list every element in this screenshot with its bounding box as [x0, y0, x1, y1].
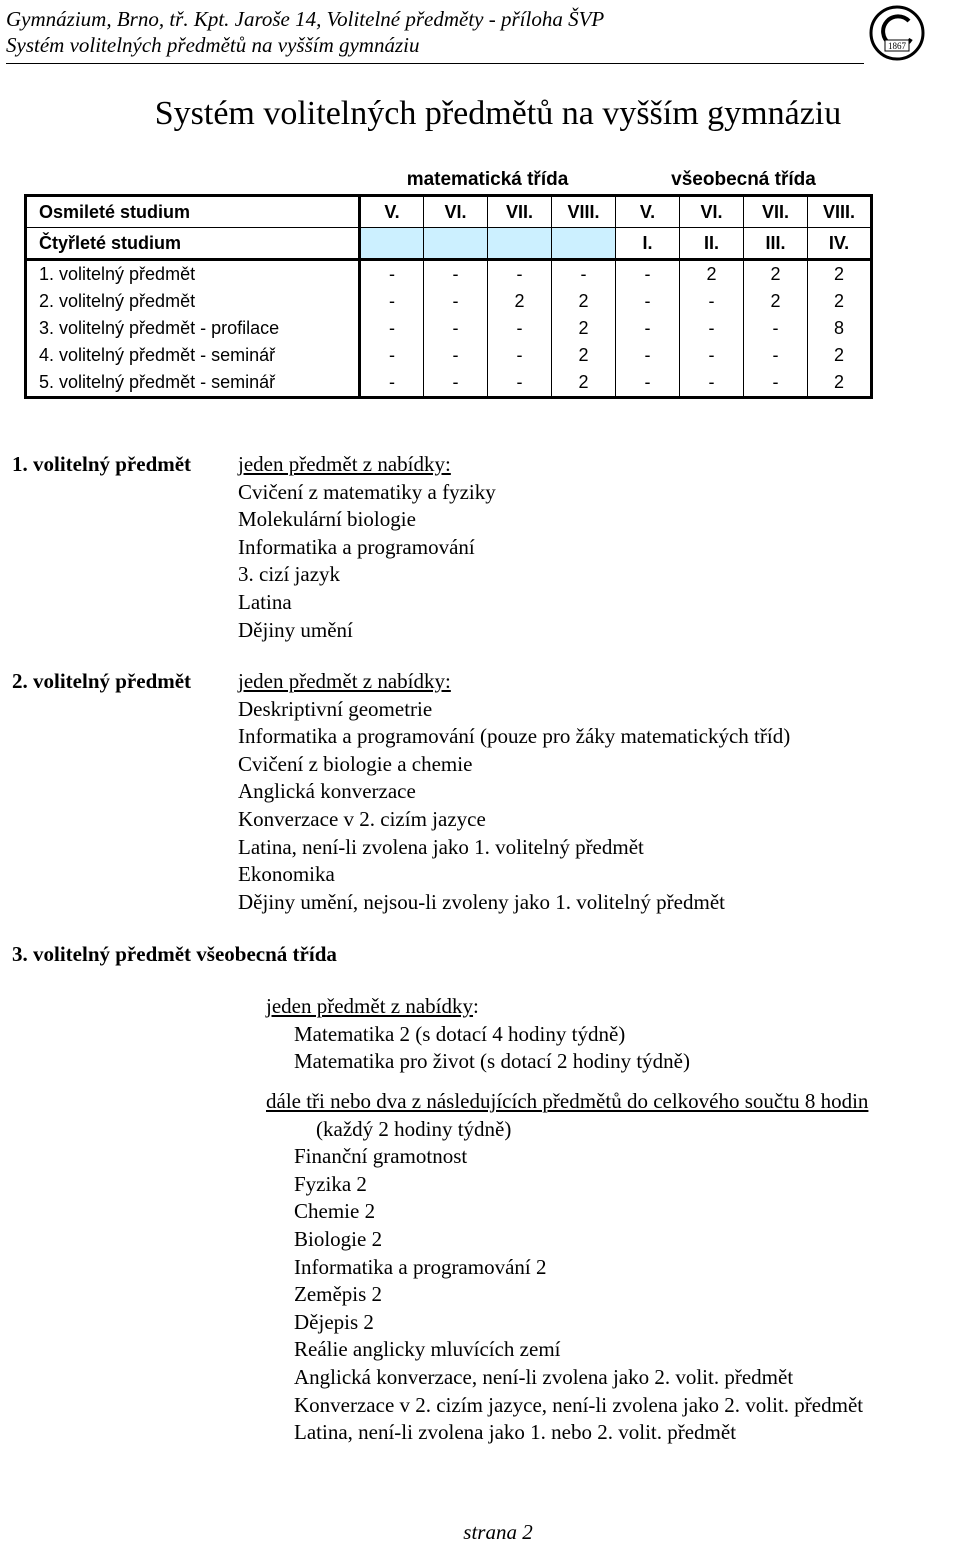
hours-cell: - [744, 315, 808, 342]
hours-cell: - [680, 369, 744, 398]
group-math-header: matematická třída [406, 169, 569, 190]
hours-cell: - [424, 342, 488, 369]
section-items-a [266, 1021, 690, 1076]
section-label: 1. volitelný předmět [12, 452, 192, 476]
row-label: 5. volitelný předmět - seminář [26, 369, 360, 398]
row-label: 2. volitelný předmět [26, 288, 360, 315]
header-line-2: Systém volitelných předmětů na vyšším gymnáziu [6, 33, 420, 57]
section-items [238, 451, 496, 644]
hours-cell: 2 [488, 288, 552, 315]
hours-cell: - [616, 342, 680, 369]
list-item: Dějepis 2 [294, 1309, 374, 1334]
grade-cell: III. [744, 228, 808, 260]
list-item: Zeměpis 2 [294, 1282, 383, 1307]
table-row [26, 369, 872, 398]
section-3-list-b [266, 1088, 868, 1447]
row-label: 4. volitelný předmět - seminář [26, 342, 360, 369]
logo-year: 1867 [888, 41, 906, 51]
row-label: Čtyřleté studium [26, 228, 360, 260]
hours-cell: 2 [552, 342, 616, 369]
list-item: Biologie 2 [294, 1226, 383, 1251]
hours-cell: - [424, 315, 488, 342]
table-row [26, 288, 872, 315]
hours-cell: - [360, 288, 424, 315]
hours-cell: 2 [808, 260, 872, 289]
list-item: Konverzace v 2. cizím jazyce [238, 806, 486, 831]
grade-cell: VII. [488, 196, 552, 228]
list-item: Dějiny umění, nejsou-li zvoleny jako 1. volitelný předmět [238, 889, 725, 914]
list-item: Anglická konverzace, není-li zvolena jako 2. volit. předmět [294, 1364, 794, 1389]
section-intro: jeden předmět z nabídky: [266, 994, 479, 1018]
hours-cell: - [360, 342, 424, 369]
list-item: Cvičení z matematiky a fyziky [238, 479, 496, 504]
grade-cell: VIII. [808, 196, 872, 228]
hours-cell: - [616, 288, 680, 315]
section-items [238, 668, 790, 916]
list-item: Matematika 2 (s dotací 4 hodiny týdně) [294, 1021, 626, 1046]
hours-cell: - [360, 260, 424, 289]
grade-cell: I. [616, 228, 680, 260]
grade-cell: IV. [808, 228, 872, 260]
hours-cell: - [680, 288, 744, 315]
grade-cell: VIII. [552, 196, 616, 228]
table-row [26, 342, 872, 369]
group-general-header: všeobecná třída [671, 169, 816, 190]
hours-cell: - [488, 342, 552, 369]
list-item: Informatika a programování [238, 534, 475, 559]
page-number: strana 2 [463, 1520, 533, 1544]
hours-cell: 2 [808, 288, 872, 315]
list-item: Dějiny umění [238, 617, 353, 642]
list-item: Molekulární biologie [238, 507, 416, 532]
page-title: Systém volitelných předmětů na vyšším gymnáziu [154, 95, 842, 132]
grade-cell [488, 228, 552, 260]
section-intro-2-note: (každý 2 hodiny týdně) [316, 1116, 512, 1141]
school-logo [868, 4, 926, 62]
list-item: Matematika pro život (s dotací 2 hodiny týdně) [294, 1049, 690, 1074]
hours-cell: - [616, 315, 680, 342]
hours-cell: - [424, 288, 488, 315]
list-item: Finanční gramotnost [294, 1144, 468, 1169]
list-item: Informatika a programování 2 [294, 1254, 547, 1279]
hours-cell: 2 [808, 369, 872, 398]
list-item: Latina, není-li zvolena jako 1. volitelný předmět [238, 834, 644, 859]
section-label: 3. volitelný předmět všeobecná třída [12, 942, 337, 966]
grade-cell [424, 228, 488, 260]
grade-cell: II. [680, 228, 744, 260]
list-item: Cvičení z biologie a chemie [238, 751, 473, 776]
hours-cell: 2 [552, 315, 616, 342]
row-label: Osmileté studium [26, 196, 360, 228]
hours-cell: 2 [552, 288, 616, 315]
list-item: Informatika a programování (pouze pro žáky matematických tříd) [238, 724, 791, 749]
hours-cell: - [360, 369, 424, 398]
grade-cell [360, 228, 424, 260]
hours-cell: - [616, 260, 680, 289]
grade-cell: V. [616, 196, 680, 228]
section-intro-2: dále tři nebo dva z následujících předmětů do celkového součtu 8 hodin [266, 1089, 869, 1113]
list-item: Latina [238, 589, 292, 614]
list-item: Anglická konverzace [238, 779, 416, 804]
hours-cell: - [360, 315, 424, 342]
hours-cell: 2 [744, 288, 808, 315]
hours-cell: - [488, 260, 552, 289]
grade-cell: VII. [744, 196, 808, 228]
list-item: Fyzika 2 [294, 1171, 367, 1196]
row-osmilete [26, 196, 872, 228]
table-row [26, 315, 872, 342]
section-label: 2. volitelný předmět [12, 669, 192, 693]
row-label: 1. volitelný předmět [26, 260, 360, 289]
running-header [6, 6, 604, 58]
header-rule [6, 63, 864, 64]
row-label: 3. volitelný předmět - profilace [26, 315, 360, 342]
hours-cell: - [744, 369, 808, 398]
hours-cell: - [744, 342, 808, 369]
hours-cell: - [680, 315, 744, 342]
hours-cell: 2 [680, 260, 744, 289]
section-intro: jeden předmět z nabídky: [238, 452, 451, 476]
list-item: Konverzace v 2. cizím jazyce, není-li zvolena jako 2. volit. předmět [294, 1392, 864, 1417]
list-item: Chemie 2 [294, 1199, 376, 1224]
hours-cell: 2 [552, 369, 616, 398]
grade-cell: VI. [424, 196, 488, 228]
hours-table [24, 166, 873, 399]
list-item: Ekonomika [238, 862, 335, 887]
hours-cell: - [424, 369, 488, 398]
section-intro: jeden předmět z nabídky: [238, 669, 451, 693]
header-line-1: Gymnázium, Brno, tř. Kpt. Jaroše 14, Volitelné předměty - příloha ŠVP [6, 7, 605, 31]
list-item: 3. cizí jazyk [238, 562, 341, 587]
hours-cell: - [680, 342, 744, 369]
hours-cell: 8 [808, 315, 872, 342]
grade-cell: V. [360, 196, 424, 228]
hours-cell: 2 [808, 342, 872, 369]
hours-cell: - [424, 260, 488, 289]
section-items-b [266, 1143, 868, 1447]
list-item: Deskriptivní geometrie [238, 696, 433, 721]
row-ctyrlete [26, 228, 872, 260]
hours-cell: - [488, 315, 552, 342]
table-row [26, 260, 872, 289]
grade-cell: VI. [680, 196, 744, 228]
list-item: Reálie anglicky mluvících zemí [294, 1337, 561, 1362]
grade-cell [552, 228, 616, 260]
hours-cell: - [616, 369, 680, 398]
hours-cell: 2 [744, 260, 808, 289]
hours-cell: - [552, 260, 616, 289]
hours-cell: - [488, 369, 552, 398]
section-3-list-a [266, 993, 690, 1076]
list-item: Latina, není-li zvolena jako 1. nebo 2. volit. předmět [294, 1420, 737, 1445]
